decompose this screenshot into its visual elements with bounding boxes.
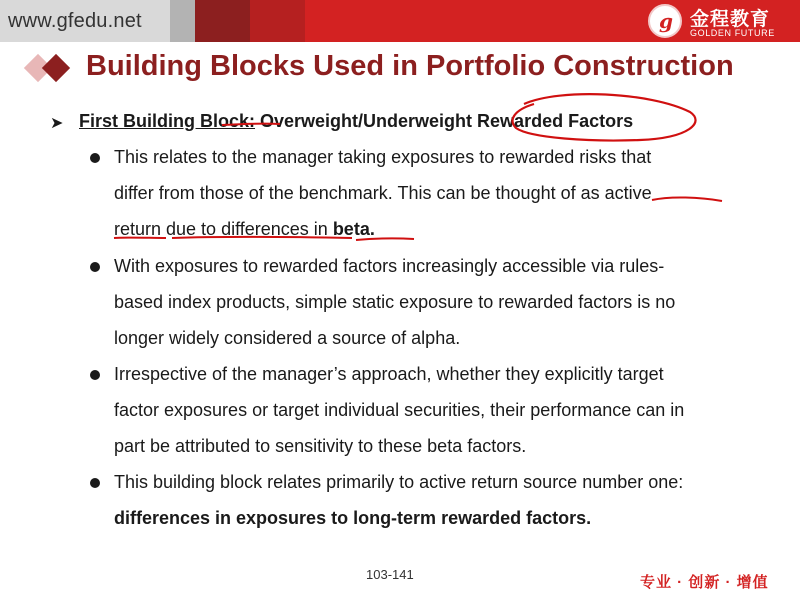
bullet-2-line-2: based index products, simple static exposure to rewarded factors is no — [114, 292, 676, 312]
bullet-2-line-3: longer widely considered a source of alpha. — [114, 328, 461, 348]
logo-text-cn: 金程教育 — [690, 9, 771, 30]
bullet-dot-icon — [90, 370, 100, 380]
logo-emblem-icon — [648, 4, 682, 38]
header-segment — [170, 0, 195, 42]
slide-title: Building Blocks Used in Portfolio Construction — [86, 50, 734, 82]
footer-slogan: 专业 · 创新 · 增值 — [640, 574, 769, 591]
header-segment — [195, 0, 250, 42]
logo-text-en: GOLDEN FUTURE — [690, 28, 775, 38]
page-number: 103-141 — [366, 567, 414, 582]
heading-rest: Overweight/Underweight Rewarded Factors — [255, 111, 634, 131]
bullet-dot-icon — [90, 478, 100, 488]
bullet-1-line-1: This relates to the manager taking exposures to rewarded risks that — [114, 147, 652, 167]
bullet-1-line-3-bold: beta. — [332, 219, 375, 239]
bullet-2-line-1: With exposures to rewarded factors increasingly accessible via rules- — [114, 256, 665, 276]
bullet-3-line-2: factor exposures or target individual securities, their performance can in — [114, 400, 685, 420]
bullet-dot-icon — [90, 262, 100, 272]
bullet-4-line-2: differences in exposures to long-term rewarded factors. — [114, 508, 592, 528]
bullet-1-line-3 — [114, 219, 375, 240]
logo-glyph: g — [659, 9, 673, 33]
bullet-1-line-2: differ from those of the benchmark. This can be thought of as active — [114, 183, 652, 203]
site-url: www.gfedu.net — [8, 10, 142, 32]
brand-logo — [648, 4, 796, 40]
bullet-3-line-3: part be attributed to sensitivity to these beta factors. — [114, 436, 527, 456]
header-segment — [250, 0, 305, 42]
bullet-3-line-1: Irrespective of the manager’s approach, whether they explicitly target — [114, 364, 664, 384]
bullet-1-line-3-text: return due to differences in — [114, 219, 333, 239]
section-heading — [79, 111, 633, 132]
bullet-dot-icon — [90, 153, 100, 163]
pen-underline-stroke — [652, 197, 722, 201]
heading-prefix: First Building Block: — [79, 111, 256, 131]
arrow-bullet-icon: ➤ — [50, 115, 64, 132]
bullet-4-line-1: This building block relates primarily to active return source number one: — [114, 472, 684, 492]
title-diamond-icon — [42, 54, 70, 82]
